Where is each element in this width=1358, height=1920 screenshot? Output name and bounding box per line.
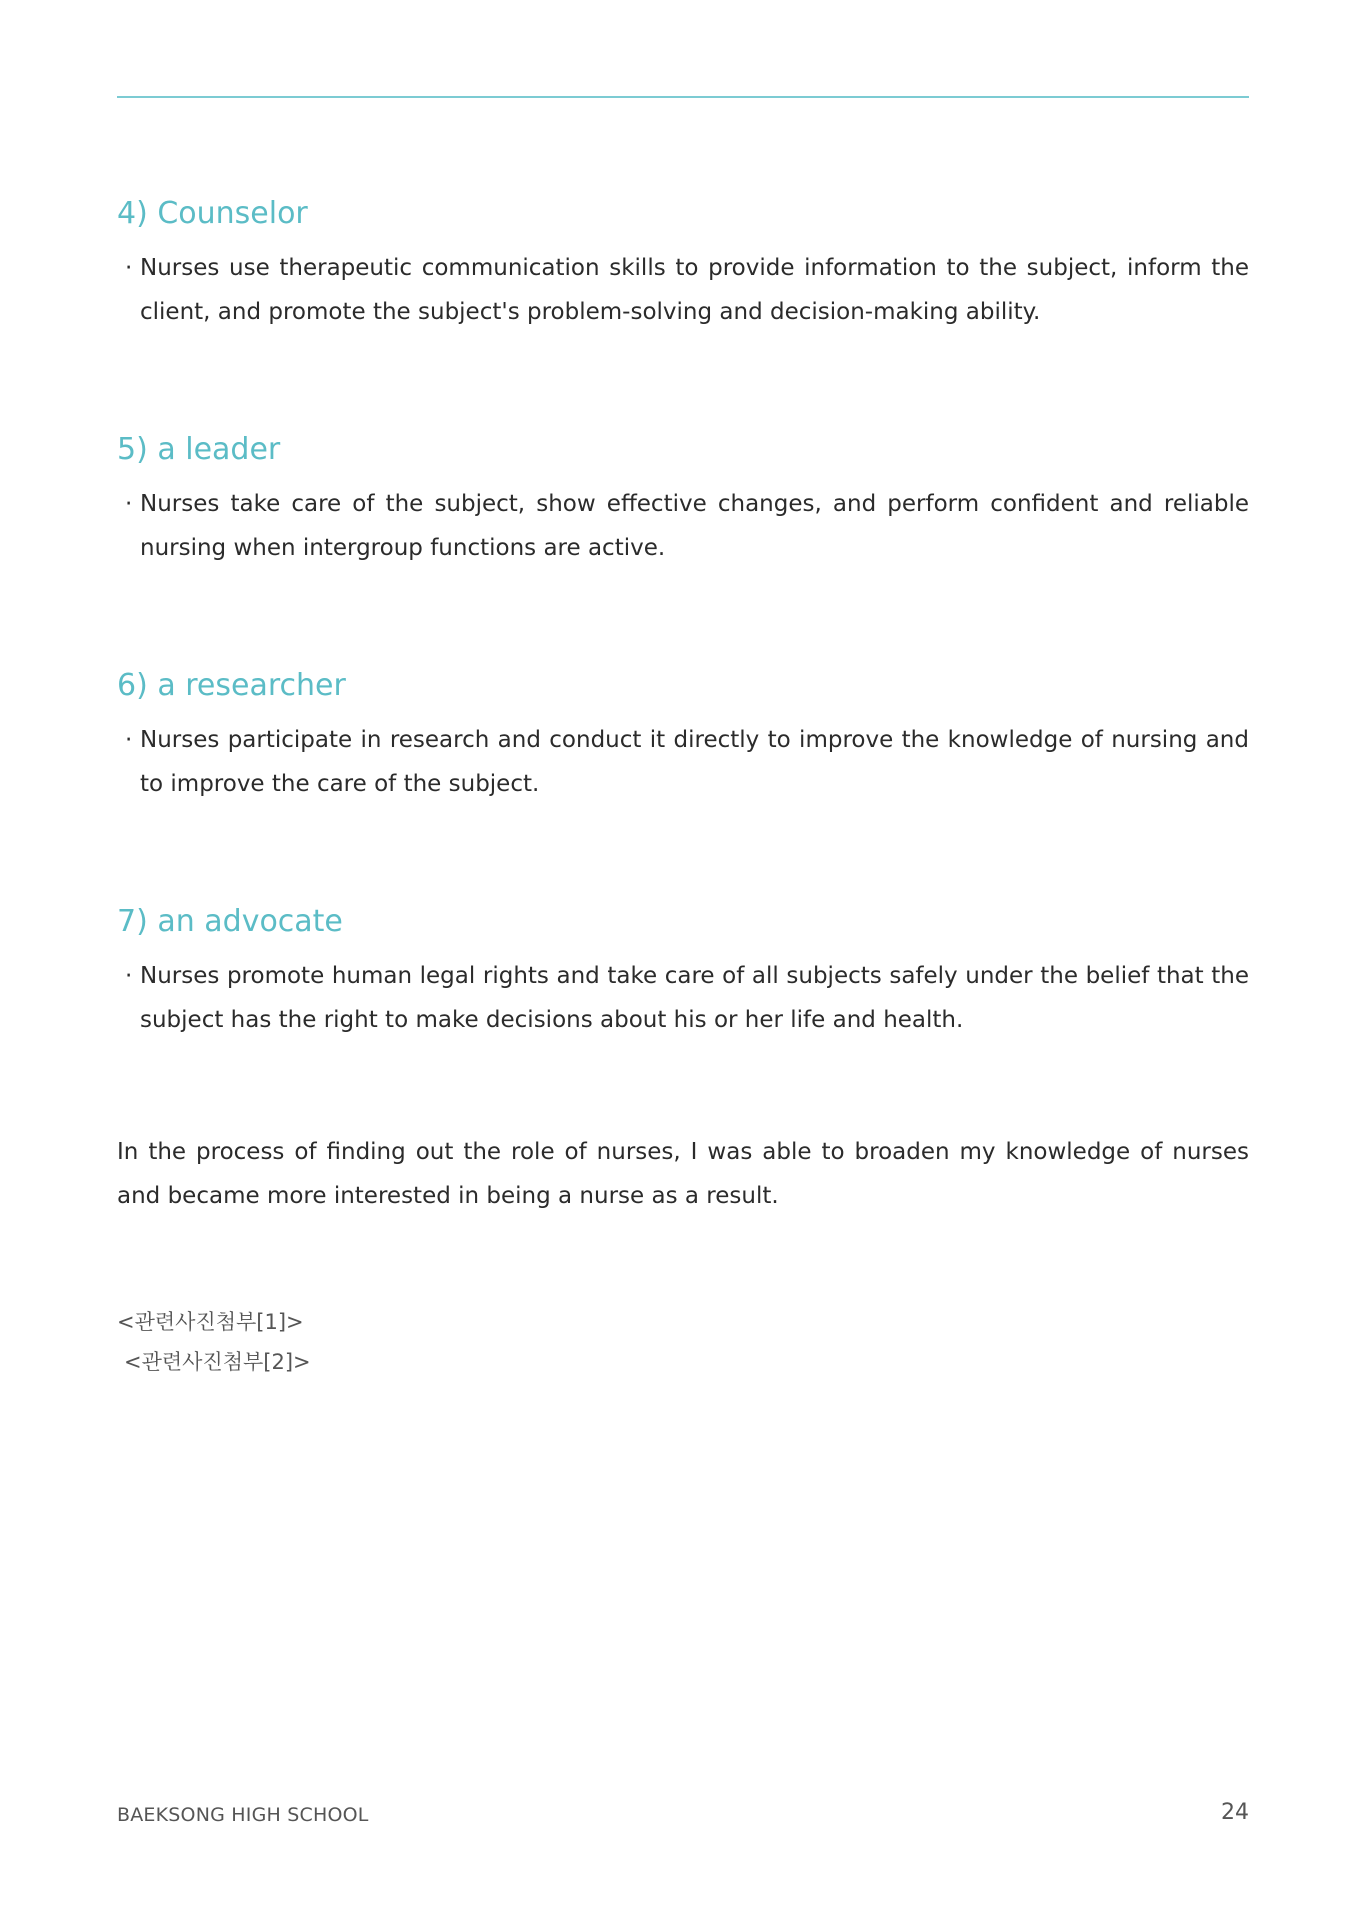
bullet-dot: · <box>125 727 133 753</box>
footer-school-name: BAEKSONG HIGH SCHOOL <box>117 1804 369 1826</box>
header-rule <box>117 96 1249 98</box>
bullet-dot: · <box>125 255 133 281</box>
section-text: Nurses use therapeutic communication skills to provide information to the subject, inform the client, and promote the subject's problem-solving and decision-making ability. <box>140 255 1249 325</box>
section-researcher <box>117 666 1249 806</box>
section-text: Nurses promote human legal rights and take care of all subjects safely under the belief that the subject has the right to make decisions about his or her life and health. <box>140 963 1249 1033</box>
section-item <box>117 718 1249 806</box>
bullet-dot: · <box>125 491 133 517</box>
page-number: 24 <box>1221 1800 1249 1825</box>
section-item <box>117 482 1249 570</box>
section-heading: 6) a researcher <box>117 668 346 703</box>
section-item <box>117 246 1249 334</box>
section-heading: 5) a leader <box>117 432 281 467</box>
section-item <box>117 954 1249 1042</box>
conclusion-paragraph: In the process of finding out the role of nurses, I was able to broaden my knowledge of nurses and became more interested in being a nurse as a result. <box>117 1139 1249 1209</box>
photo-attachment-placeholder: <관련사진첨부[2]> <box>124 1350 311 1374</box>
section-text: Nurses take care of the subject, show effective changes, and perform confident and reliable nursing when intergroup functions are active. <box>140 491 1249 561</box>
section-advocate <box>117 902 1249 1042</box>
bullet-dot: · <box>125 963 133 989</box>
section-counselor <box>117 194 1249 334</box>
photo-attachment-placeholder: <관련사진첨부[1]> <box>117 1310 304 1334</box>
section-text: Nurses participate in research and conduct it directly to improve the knowledge of nursing and to improve the care of the subject. <box>140 727 1249 797</box>
section-heading: 7) an advocate <box>117 904 343 939</box>
section-leader <box>117 430 1249 570</box>
section-heading: 4) Counselor <box>117 196 308 231</box>
